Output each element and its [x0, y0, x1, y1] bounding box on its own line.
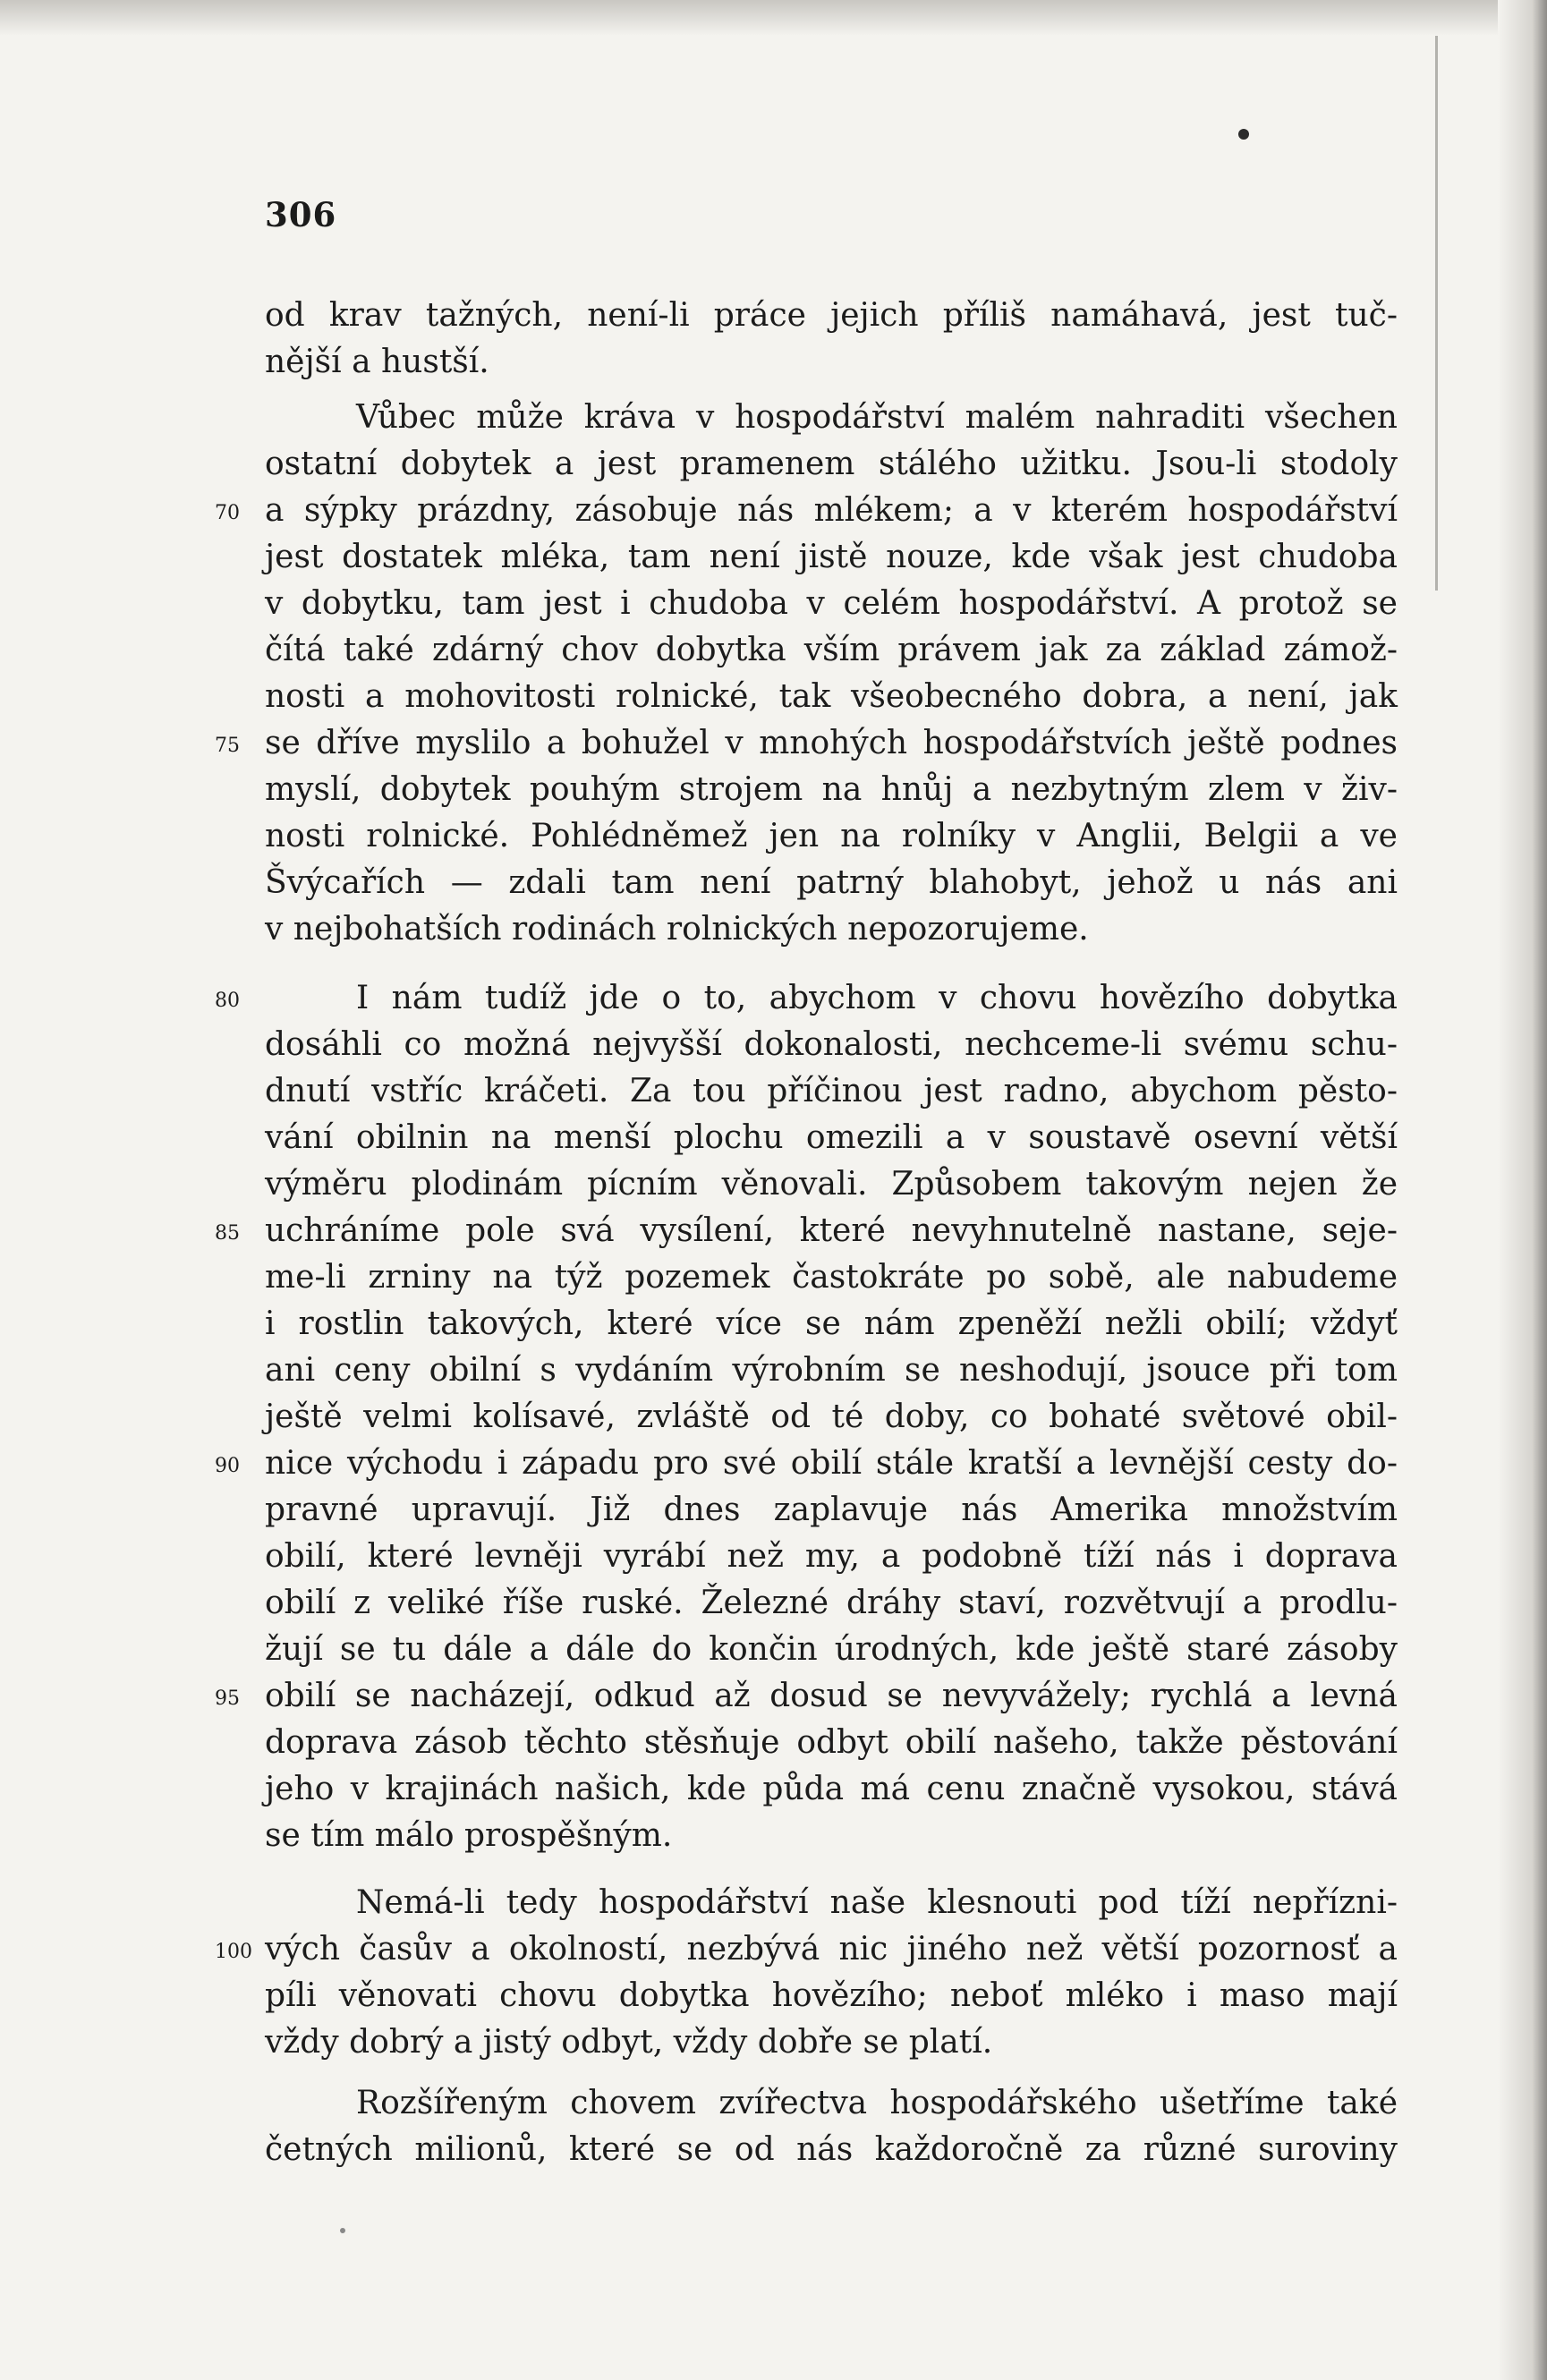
text-line: ani ceny obilní s vydáním výrobním se neshodují, jsouce při tom [265, 1352, 1398, 1389]
text-line: Švýcařích — zdali tam není patrný blahobyt, jehož u nás ani [265, 864, 1398, 901]
text-line: v nejbohatších rodinách rolnických nepozorujeme. [265, 911, 1089, 948]
page-number: 306 [265, 195, 337, 234]
scan-speck-small [340, 2228, 345, 2233]
text-line: nější a hustší. [265, 344, 489, 380]
text-line: čítá také zdárný chov dobytka vším právem jak za základ zámož- [265, 632, 1398, 668]
text-line: nosti a mohovitosti rolnické, tak všeobecného dobra, a není, jak [265, 678, 1398, 715]
text-line: vání obilnin na menší plochu omezili a v soustavě osevní větší [265, 1119, 1398, 1156]
line-number: 85 [215, 1222, 240, 1245]
text-line: jest dostatek mléka, tam není jistě nouze, kde však jest chudoba [265, 539, 1398, 575]
text-line: myslí, dobytek pouhým strojem na hnůj a nezbytným zlem v živ- [265, 771, 1398, 808]
text-line: četných milionů, které se od nás každoročně za různé suroviny [265, 2131, 1398, 2168]
scan-shadow-right [1498, 0, 1547, 2380]
text-line: žují se tu dále a dále do končin úrodných, kde ještě staré zásoby [265, 1631, 1398, 1668]
text-line: od krav tažných, není-li práce jejich příliš namáhavá, jest tuč- [265, 297, 1398, 334]
text-line: se dříve myslilo a bohužel v mnohých hospodářstvích ještě podnes [265, 725, 1398, 761]
text-line: obilí se nacházejí, odkud až dosud se nevyvážely; rychlá a levná [265, 1678, 1398, 1714]
text-line: Vůbec může kráva v hospodářství malém nahraditi všechen [356, 399, 1398, 436]
text-line: pravné upravují. Již dnes zaplavuje nás Amerika množstvím [265, 1492, 1398, 1528]
scan-speck [1238, 129, 1249, 140]
text-line: doprava zásob těchto stěsňuje odbyt obilí našeho, takže pěstování [265, 1724, 1398, 1761]
text-line: obilí z veliké říše ruské. Železné dráhy staví, rozvětvují a prodlu- [265, 1585, 1398, 1621]
line-number: 95 [215, 1687, 240, 1710]
text-line: dnutí vstříc kráčeti. Za tou příčinou jest radno, abychom pěsto- [265, 1073, 1398, 1109]
text-line: i rostlin takových, které více se nám zpeněží nežli obilí; vždyť [265, 1305, 1398, 1342]
text-line: I nám tudíž jde o to, abychom v chovu hovězího dobytka [356, 980, 1398, 1016]
text-line: píli věnovati chovu dobytka hovězího; neboť mléko i maso mají [265, 1977, 1398, 2014]
text-line: vždy dobrý a jistý odbyt, vždy dobře se platí. [265, 2024, 993, 2061]
text-line: uchráníme pole svá vysílení, které nevyhnutelně nastane, seje- [265, 1212, 1398, 1249]
text-line: ostatní dobytek a jest pramenem stálého užitku. Jsou-li stodoly [265, 446, 1398, 482]
text-line: dosáhli co možná nejvyšší dokonalosti, nechceme-li svému schu- [265, 1026, 1398, 1063]
text-line: ještě velmi kolísavé, zvláště od té doby, co bohaté světové obil- [265, 1398, 1398, 1435]
line-number: 70 [215, 502, 240, 524]
text-line: vých časův a okolností, nezbývá nic jiného než větší pozornosť a [265, 1931, 1398, 1968]
text-line: Rozšířeným chovem zvířectva hospodářského ušetříme také [356, 2085, 1398, 2121]
text-line: a sýpky prázdny, zásobuje nás mlékem; a v kterém hospodářství [265, 492, 1398, 529]
text-line: v dobytku, tam jest i chudoba v celém hospodářství. A protož se [265, 585, 1398, 622]
line-number: 90 [215, 1455, 240, 1477]
line-number: 80 [215, 990, 240, 1012]
text-line: se tím málo prospěšným. [265, 1817, 673, 1854]
text-line: nosti rolnické. Pohlédněmež jen na rolníky v Anglii, Belgii a ve [265, 818, 1398, 854]
line-number: 100 [215, 1941, 252, 1963]
scan-shadow-top [0, 0, 1547, 36]
text-line: jeho v krajinách našich, kde půda má cenu značně vysokou, stává [265, 1771, 1398, 1807]
text-line: nice východu i západu pro své obilí stále kratší a levnější cesty do- [265, 1445, 1398, 1482]
scan-artifact-line [1435, 36, 1438, 591]
text-line: me-li zrniny na týž pozemek častokráte po sobě, ale nabudeme [265, 1259, 1398, 1296]
line-number: 75 [215, 735, 240, 757]
text-line: obilí, které levněji vyrábí než my, a podobně tíží nás i doprava [265, 1538, 1398, 1575]
text-line: Nemá-li tedy hospodářství naše klesnouti pod tíží nepřízni- [356, 1884, 1398, 1921]
text-line: výměru plodinám pícním věnovali. Způsobem takovým nejen že [265, 1166, 1398, 1203]
